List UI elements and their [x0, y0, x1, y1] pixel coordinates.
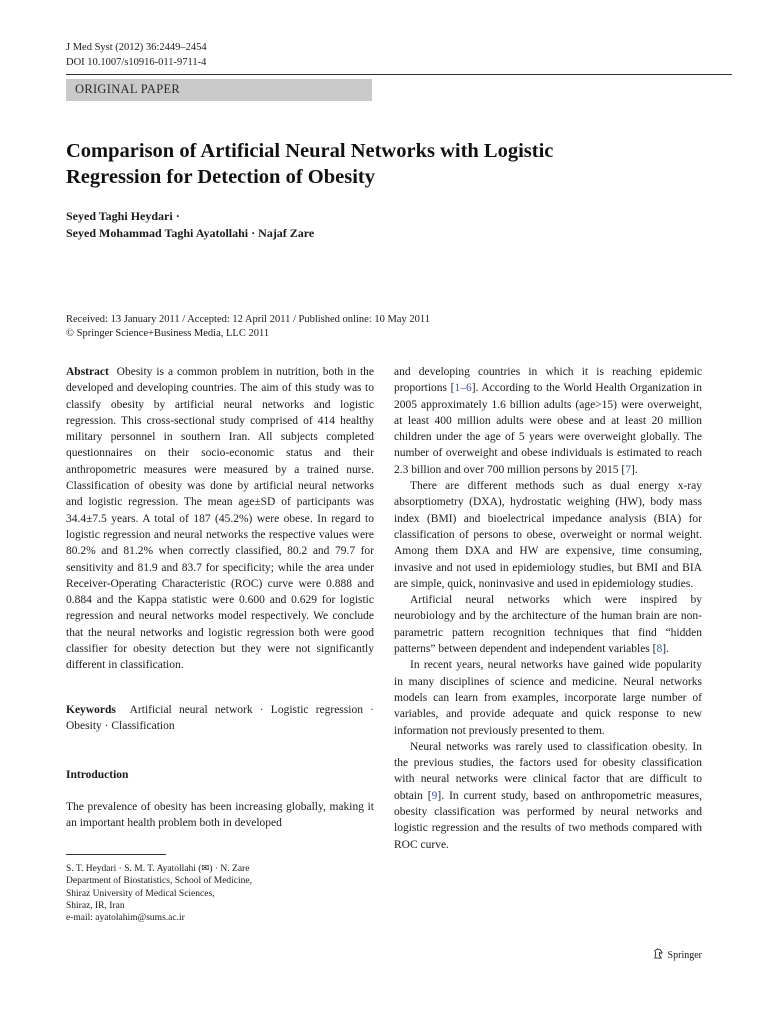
- affiliation-location: Shiraz, IR, Iran: [66, 900, 125, 911]
- publisher-name: Springer: [667, 949, 702, 961]
- affiliation-email: e-mail: ayatolahim@sums.ac.ir: [66, 913, 185, 924]
- p3-text-b: ].: [662, 643, 669, 656]
- introduction-paragraph: The prevalence of obesity has been increasing globally, making it an important health problem both in developed: [66, 801, 374, 830]
- header-rule: [66, 74, 732, 75]
- citation-link[interactable]: 9: [431, 789, 438, 802]
- title-line-2: Regression for Detection of Obesity: [66, 166, 375, 188]
- authors: [66, 208, 314, 242]
- footnote-rule: [66, 854, 166, 855]
- paper-title: [66, 138, 706, 190]
- section-badge-label: ORIGINAL PAPER: [75, 82, 181, 96]
- paragraph-4: In recent years, neural networks have gained wide popularity in many disciplines of science and medicine. Neural networks models can learn from examples, incorporate large number of variables, and provide adequate and quick response to new information not previously presented to them.: [394, 659, 702, 737]
- publisher-mark: [653, 948, 702, 962]
- citation-link[interactable]: 1–6: [454, 382, 472, 395]
- abstract: [66, 364, 374, 674]
- copyright-line: © Springer Science+Business Media, LLC 2011: [66, 328, 270, 339]
- keywords-text: Artificial neural network · Logistic regression · Obesity · Classification: [66, 704, 374, 733]
- citation-link[interactable]: 7: [625, 463, 632, 476]
- paragraph-2: There are different methods such as dual energy x-ray absorptiometry (DXA), hydrostatic weighing (HW), body mass index (BMI) and bioelectrical impedance analysis (BIA) for classification of persons to obese, overweight or normal weight. Among them DXA and HW are expensive, time consuming, invasive and not used in epidemiology studies, but BMI and BIA are simple, quick, noninvasive and used in epidemiology studies.: [394, 480, 702, 590]
- citation-link[interactable]: 8: [656, 643, 663, 656]
- introduction-text: [66, 799, 374, 832]
- authors-line-1: Seyed Taghi Heydari ·: [66, 209, 180, 223]
- doi: DOI 10.1007/s10916-011-9711-4: [66, 57, 207, 68]
- p1-text-c: ].: [631, 463, 638, 476]
- paragraph-5: [394, 739, 702, 853]
- affiliation-department: Department of Biostatistics, School of Medicine,: [66, 876, 253, 887]
- p3-text-a: Artificial neural networks which were inspired by neurobiology and by the architecture of the human brain are non-parametric pattern recognition techniques that find “hidden patterns” between dependent and independent variables [: [394, 594, 702, 656]
- authors-line-2: Seyed Mohammad Taghi Ayatollahi · Najaf Zare: [66, 226, 315, 240]
- author-affiliation: [66, 863, 252, 924]
- abstract-text: Obesity is a common problem in nutrition, both in the developed and developing countries. The aim of this study was to classify obesity by artificial neural networks and logistic regression. This cross-sectional study comprised of 414 healthy military personnel in southern Iran. All subjects completed questionnaires on their socio-economic status and their anthropometric measures were measured by a trained nurse. Classification of obesity was done by artificial neural networks and logistic regression. The mean age±SD of participants was 34.4±7.5 years. A total of 187 (45.2%) were obese. In regard to logistic regression and neural networks the respective values were 80.2% and 81.2% when correctly classified, 80.2 and 79.7 for sensitivity and 81.9 and 83.7 for specificity; while the area under Receiver-Operating Characteristic (ROC) curve were 0.888 and 0.884 and the Kappa statistic were 0.600 and 0.629 for logistic regression and neural networks model respectively. We conclude that the neural networks and logistic regression both were good classifier for obesity detection but they were not significantly different in classification.: [66, 366, 374, 672]
- paragraph-3: [394, 592, 702, 657]
- title-line-1: Comparison of Artificial Neural Networks with Logistic: [66, 140, 554, 162]
- p1-text-b: ]. According to the World Health Organization in 2005 approximately 1.6 billion adults (age>15) were overweight, at least 400 million adults were obese and at least 20 million children under the age of 5 years were overweight globally. The number of overweight and obese individuals is estimated to reach 2.3 billion and over 700 million persons by 2015 [: [394, 382, 702, 476]
- p5-text-b: ]. In current study, based on anthropometric measures, obesity classification was performed by neural networks and logistic regression and the results of two methods compared with ROC curve.: [394, 789, 703, 851]
- dates-line: Received: 13 January 2011 / Accepted: 12 April 2011 / Published online: 10 May 2011: [66, 314, 430, 325]
- keywords: [66, 702, 374, 735]
- affiliation-university: Shiraz University of Medical Sciences,: [66, 888, 215, 899]
- keywords-label: Keywords: [66, 704, 116, 716]
- abstract-label: Abstract: [66, 366, 109, 378]
- section-badge: [66, 79, 372, 101]
- p5-text-a: Neural networks was rarely used to classification obesity. In the previous studies, the factors used for obesity classification with neural networks were clinical factor that are difficult to obtain [: [394, 740, 702, 802]
- p1-text-a: and developing countries in which it is reaching epidemic proportions [: [394, 366, 702, 395]
- journal-header: [66, 40, 207, 70]
- right-column: [394, 364, 702, 853]
- introduction-heading: Introduction: [66, 769, 129, 781]
- springer-horse-icon: [653, 948, 664, 962]
- paragraph-1: [394, 364, 702, 478]
- affiliation-authors: S. T. Heydari · S. M. T. Ayatollahi (✉) · N. Zare: [66, 864, 250, 874]
- publication-dates: [66, 313, 430, 341]
- journal-citation: J Med Syst (2012) 36:2449–2454: [66, 42, 207, 53]
